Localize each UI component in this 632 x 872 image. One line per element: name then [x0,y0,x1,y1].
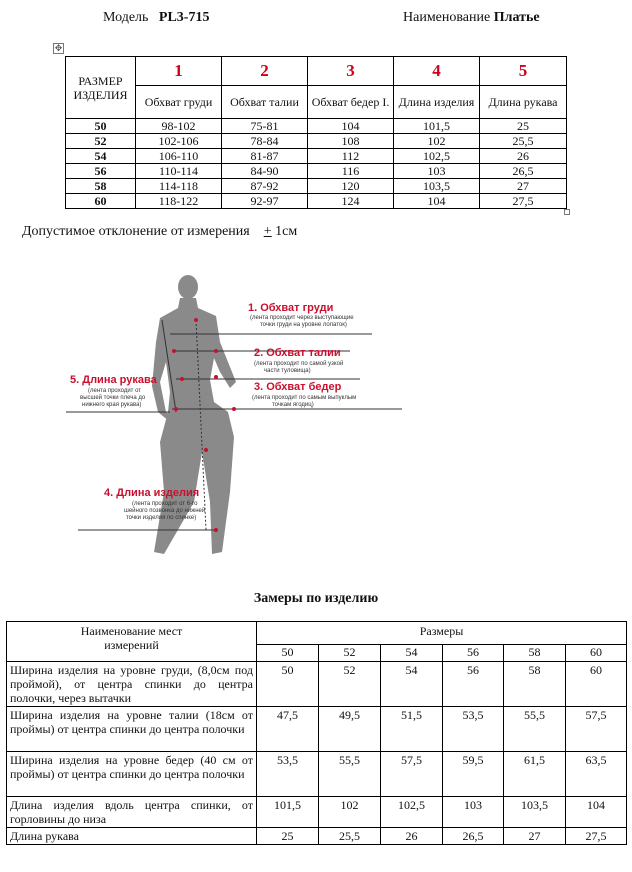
table-row [66,119,567,134]
value-cell: 59,5 [443,752,504,797]
size-col: 52 [319,645,381,662]
value-cell: 56 [443,662,504,707]
table-cell: 25 [480,119,567,134]
value-cell: 55,5 [319,752,381,797]
table-cell: 102 [394,134,480,149]
value-cell: 103,5 [504,797,566,828]
sizes-header: Размеры [257,622,627,645]
col-label-chest: Обхват груди [136,86,222,119]
size-cell: 56 [66,164,136,179]
value-cell: 102,5 [381,797,443,828]
value-cell: 103 [443,797,504,828]
name-line [403,10,540,26]
label-sleeve-title: 5. Длина рукава [70,374,157,386]
value-cell: 61,5 [504,752,566,797]
table-cell: 26 [480,149,567,164]
table-cell: 78-84 [222,134,308,149]
model-line [103,10,209,26]
table-row [7,797,627,828]
size-col: 54 [381,645,443,662]
value-cell: 104 [566,797,627,828]
label-waist-desc1: (лента проходит по самой узкой [254,361,344,367]
measurements-table [6,621,627,845]
col-num-4: 4 [394,57,480,86]
table-cell: 116 [308,164,394,179]
table-cell: 84-90 [222,164,308,179]
measurement-figure [60,262,420,562]
table-row [66,149,567,164]
value-cell: 55,5 [504,707,566,752]
table-cell: 118-122 [136,194,222,209]
label-chest-desc1: (лента проходит через выступающие [250,315,354,321]
model-value: PL3-715 [158,10,210,25]
col-num-5: 5 [480,57,567,86]
table-cell: 104 [308,119,394,134]
label-hips-desc1: (лента проходит по самым выпуклым [252,395,357,401]
size-header: РАЗМЕР ИЗДЕЛИЯ [66,57,136,119]
value-cell: 47,5 [257,707,319,752]
table-row [66,134,567,149]
table-row [7,662,627,707]
table-row [7,828,627,845]
table-cell: 101,5 [394,119,480,134]
tolerance-line [22,224,297,240]
value-cell: 102 [319,797,381,828]
label-sleeve-desc3: нижнего края рукава) [82,402,142,408]
value-cell: 52 [319,662,381,707]
size-col: 56 [443,645,504,662]
row-label: Длина рукава [7,828,257,845]
value-cell: 53,5 [443,707,504,752]
col-num-3: 3 [308,57,394,86]
value-cell: 27,5 [566,828,627,845]
label-length-desc2: шейного позвонка до нижней [124,508,206,514]
table-cell: 114-118 [136,179,222,194]
value-cell: 49,5 [319,707,381,752]
size-col: 58 [504,645,566,662]
table-cell: 27,5 [480,194,567,209]
name-value: Платье [493,10,540,25]
col-label-length: Длина изделия [394,86,480,119]
table-cell: 103,5 [394,179,480,194]
label-waist-desc2: части туловища) [264,368,311,374]
name-label: Наименование [403,10,491,25]
value-cell: 25 [257,828,319,845]
table-cell: 87-92 [222,179,308,194]
col-label-hips: Обхват бедер I. [308,86,394,119]
value-cell: 26 [381,828,443,845]
value-cell: 57,5 [381,752,443,797]
value-cell: 54 [381,662,443,707]
value-cell: 101,5 [257,797,319,828]
col-num-2: 2 [222,57,308,86]
table-cell: 98-102 [136,119,222,134]
table-cell: 104 [394,194,480,209]
table-row [66,164,567,179]
size-col: 50 [257,645,319,662]
value-cell: 53,5 [257,752,319,797]
table-cell: 102,5 [394,149,480,164]
label-chest-title: 1. Обхват груди [248,302,334,314]
label-hips-desc2: точкам ягодиц) [272,402,314,408]
table-cell: 108 [308,134,394,149]
value-cell: 25,5 [319,828,381,845]
value-cell: 50 [257,662,319,707]
table-row [66,194,567,209]
name-header: Наименование мест измерений [7,622,257,662]
row-label: Ширина изделия на уровне бедер (40 см от проймы) от центра спинки до центра полочки [7,752,257,797]
table-cell: 110-114 [136,164,222,179]
row-label: Ширина изделия на уровне груди, (8,0см под проймой), от центра спинки до центра полочки, через вытачки [7,662,257,707]
value-cell: 57,5 [566,707,627,752]
value-cell: 51,5 [381,707,443,752]
tolerance-text: Допустимое отклонение от измерения [22,224,250,239]
table-cell: 106-110 [136,149,222,164]
size-cell: 52 [66,134,136,149]
label-hips-title: 3. Обхват бедер [254,381,342,393]
col-label-sleeve: Длина рукава [480,86,567,119]
table-cell: 92-97 [222,194,308,209]
table-cell: 26,5 [480,164,567,179]
tolerance-pm: + [263,224,272,239]
table-move-handle-icon[interactable]: ✥ [54,43,63,53]
row-label: Длина изделия вдоль центра спинки, от горловины до низа [7,797,257,828]
measurements-title: Замеры по изделию [253,591,379,606]
value-cell: 63,5 [566,752,627,797]
size-cell: 60 [66,194,136,209]
label-length-desc3: точки изделия по спинке) [126,515,197,521]
table-cell: 112 [308,149,394,164]
table-cell: 124 [308,194,394,209]
col-num-1: 1 [136,57,222,86]
table-cell: 103 [394,164,480,179]
value-cell: 27 [504,828,566,845]
table-cell: 120 [308,179,394,194]
size-table [65,56,567,209]
table-cell: 75-81 [222,119,308,134]
label-sleeve-desc1: (лента проходит от [88,388,142,394]
label-sleeve-desc2: высшей точки плеча до [80,395,146,401]
table-cell: 102-106 [136,134,222,149]
size-col: 60 [566,645,627,662]
value-cell: 26,5 [443,828,504,845]
tolerance-value: 1см [275,224,298,239]
value-cell: 60 [566,662,627,707]
label-length-desc1: (лента проходит от 6-го [132,501,198,507]
table-row [7,707,627,752]
label-chest-desc2: точки груди на уровне лопаток) [260,322,347,328]
table-resize-handle[interactable] [564,209,570,215]
model-label: Модель [103,10,149,25]
size-cell: 58 [66,179,136,194]
size-cell: 50 [66,119,136,134]
table-cell: 25,5 [480,134,567,149]
label-waist-title: 2. Обхват талии [254,347,341,359]
table-cell: 81-87 [222,149,308,164]
table-row [7,752,627,797]
size-cell: 54 [66,149,136,164]
table-row [66,179,567,194]
row-label: Ширина изделия на уровне талии (18см от проймы) от центра спинки до центра полочки [7,707,257,752]
value-cell: 58 [504,662,566,707]
table-cell: 27 [480,179,567,194]
label-length-title: 4. Длина изделия [104,487,200,499]
col-label-waist: Обхват талии [222,86,308,119]
